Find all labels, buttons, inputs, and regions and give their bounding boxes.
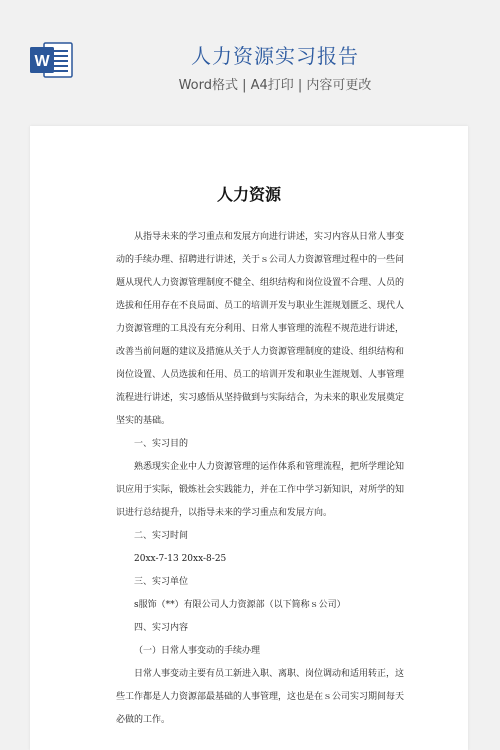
word-logo-letter: W — [34, 53, 50, 70]
intro-paragraph: 从指导未来的学习重点和发展方向进行讲述，实习内容从日常人事变动的手续办理、招聘进行讲述，关于ｓ公司人力资源管理过程中的一些问题从现代人力资源管理制度不健全、组织结构和岗位设置不合理、人员的选拔和任用存在不良局面、员工的培训开发与职业生涯规划匮乏、现代人力资源管理的工具没有充分利用、日常人事管理的流程不规范进行讲述，改善当前问题的建议及措施从关于人力资源管理制度的建设、组织结构和岗位设置、人员选拔和任用、员工的培训开发和职业生涯规划、人事管理流程进行讲述，实习感悟从坚持做到与实际结合，为未来的职业发展奠定坚实的基础。 — [116, 232, 405, 426]
banner-title: 人力资源实习报告 — [191, 44, 359, 68]
section-heading-purpose: 一、实习目的 — [134, 439, 189, 449]
time-value: 20xx-7-13 20xx-8-25 — [134, 554, 227, 564]
document-body — [116, 226, 404, 732]
header-banner — [0, 0, 500, 120]
section-heading-unit: 三、实习单位 — [134, 577, 189, 587]
unit-value: s服饰（**）有限公司人力资源部（以下简称ｓ公司） — [134, 600, 346, 610]
personnel-changes-paragraph: 日常人事变动主要有员工新进入职、离职、岗位调动和适用转正，这些工作都是人力资源部最基础的人事管理，这也是在ｓ公司实习期间每天必做的工作。 — [116, 669, 405, 725]
document-title: 人力资源 — [216, 185, 281, 204]
banner-subtitle: Word格式 | A4打印 | 内容可更改 — [178, 78, 372, 93]
subheading-personnel-changes: （一）日常人事变动的手续办理 — [134, 646, 261, 656]
purpose-paragraph: 熟悉现实企业中人力资源管理的运作体系和管理流程，把所学理论知识应用于实际，锻炼社会实践能力，并在工作中学习新知识，对所学的知识进行总结提升，以指导未来的学习重点和发展方向。 — [116, 462, 405, 518]
section-heading-content: 四、实习内容 — [134, 623, 189, 633]
word-document-icon — [28, 40, 74, 80]
document-page — [30, 126, 468, 750]
section-heading-time: 二、实习时间 — [134, 531, 189, 541]
